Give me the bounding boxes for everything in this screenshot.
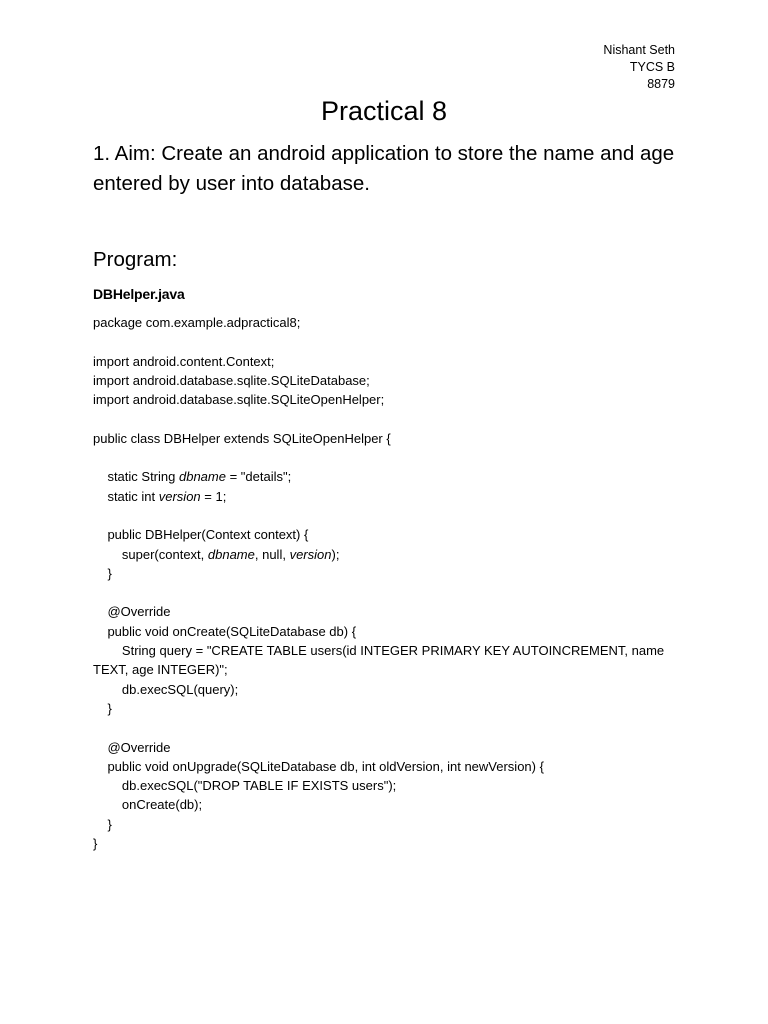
program-heading: Program: [93,248,178,271]
code-text: ); [331,546,340,562]
code-line [93,487,693,506]
code-text: = "details"; [225,469,292,485]
code-line: } [93,816,112,832]
code-blank-line [93,506,693,525]
code-text: super(context, [93,546,208,562]
code-italic-identifier: version [158,488,201,504]
code-line: } [93,700,112,716]
code-line: db.execSQL(query); [93,681,239,697]
code-line [93,545,693,564]
author-roll-number: 8879 [647,77,675,91]
file-name-heading: DBHelper.java [93,286,185,302]
code-line: String query = "CREATE TABLE users(id INTEGER PRIMARY KEY AUTOINCREMENT, name TEXT, age INTEGER)"; [93,643,668,678]
code-blank-line [93,448,693,467]
code-line: public DBHelper(Context context) { [93,527,309,543]
code-line: import android.database.sqlite.SQLiteOpenHelper; [93,392,385,408]
aim-statement: 1. Aim: Create an android application to store the name and age entered by user into database. [93,142,675,195]
code-blank-line [93,718,693,737]
author-class: TYCS B [629,60,675,74]
code-listing [93,313,693,853]
code-text: static int [93,488,159,504]
code-line: db.execSQL("DROP TABLE IF EXISTS users"); [93,778,397,794]
author-name: Nishant Seth [603,43,675,57]
code-blank-line [93,409,693,428]
code-line: import android.database.sqlite.SQLiteDatabase; [93,372,370,388]
code-italic-identifier: dbname [207,546,255,562]
code-italic-identifier: version [289,546,332,562]
code-line: @Override [93,604,171,620]
code-line: public void onCreate(SQLiteDatabase db) { [93,623,357,639]
code-text: , null, [254,546,290,562]
code-line: import android.content.Context; [93,353,275,369]
code-text: = 1; [200,488,227,504]
code-line: public void onUpgrade(SQLiteDatabase db, int oldVersion, int newVersion) { [93,758,544,774]
code-blank-line [93,583,693,602]
code-line: } [93,836,98,852]
code-line [93,467,693,486]
code-italic-identifier: dbname [178,469,226,485]
code-line: onCreate(db); [93,797,203,813]
code-line: } [93,565,112,581]
code-blank-line [93,332,693,351]
code-line: public class DBHelper extends SQLiteOpenHelper { [93,430,391,446]
code-line: @Override [93,739,171,755]
code-text: static String [93,469,179,485]
code-line: package com.example.adpractical8; [93,315,301,330]
page-title: Practical 8 [320,96,448,126]
author-header [603,42,675,93]
